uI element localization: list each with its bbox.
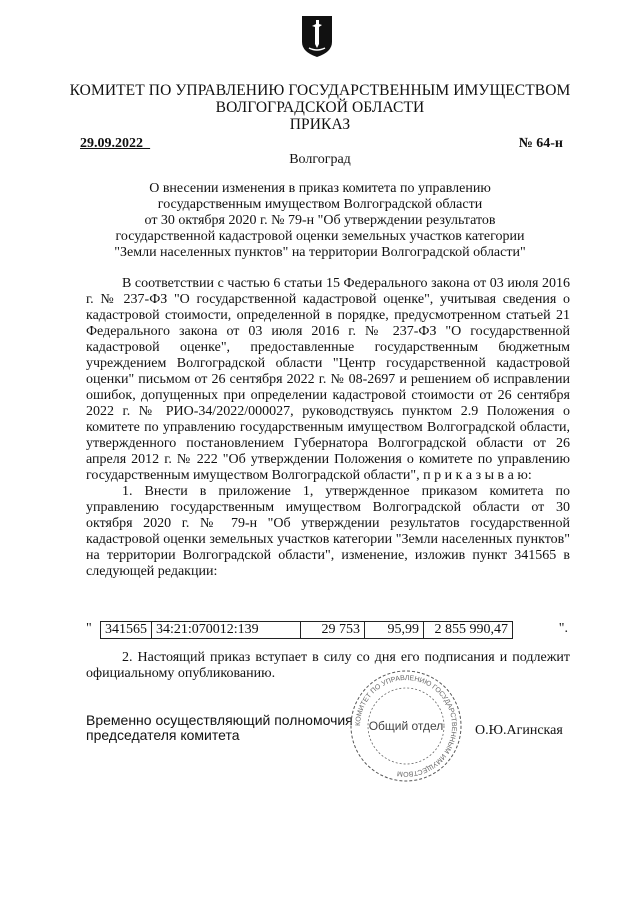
subject-line: "Земли населенных пунктов" на территории Волгоградской области" <box>114 245 526 260</box>
table-cell-cadastral-number: 34:21:070012:139 <box>152 622 301 639</box>
close-quote: ". <box>558 621 568 636</box>
item-1-paragraph: 1. Внести в приложение 1, утвержденное приказом комитета по управлению государственным имуществом Волгоградской области от 30 октября 2020 г. № 79-н "Об утверждении результатов государственной кадастровой оценки земельных участков категории "Земли населенных пунктов" на территории Волгоградской области", изменение, изложив пункт 341565 в следующей редакции: <box>86 484 570 579</box>
item-2-paragraph: 2. Настоящий приказ вступает в силу со дня его подписания и подлежит официальному опубликованию. <box>86 650 570 681</box>
table-cell-unit-value: 95,99 <box>365 622 424 639</box>
subject-line: государственной кадастровой оценки земельных участков категории <box>115 229 525 244</box>
table-cell-cadastral-value: 2 855 990,47 <box>424 622 513 639</box>
stamp-center-text: Общий отдел <box>368 719 444 733</box>
amendment-row <box>86 621 570 639</box>
committee-name-line2: ВОЛГОГРАДСКОЙ ОБЛАСТИ <box>215 99 425 116</box>
committee-name-line1: КОМИТЕТ ПО УПРАВЛЕНИЮ ГОСУДАРСТВЕННЫМ ИМУЩЕСТВОМ <box>69 82 571 99</box>
position-line: Временно осуществляющий полномочия <box>86 712 353 728</box>
item-2-block <box>86 650 570 682</box>
order-city: Волгоград <box>289 152 351 167</box>
table-row <box>101 622 513 639</box>
subject-line: О внесении изменения в приказ комитета по управлению <box>149 181 491 196</box>
official-stamp <box>348 668 464 784</box>
document-type: ПРИКАЗ <box>289 116 351 133</box>
order-number: № 64-н <box>518 136 563 151</box>
coat-of-arms-emblem <box>300 14 334 58</box>
signatory-name: О.Ю.Агинская <box>475 723 563 738</box>
position-line: председателя комитета <box>86 727 240 743</box>
order-body <box>86 276 570 580</box>
table-cell-item-number: 341565 <box>101 622 152 639</box>
preamble-paragraph: В соответствии с частью 6 статьи 15 Федерального закона от 03 июля 2016 г. № 237-ФЗ "О государственной кадастровой оценке", учитывая сведения о кадастровой стоимости, определенной в порядке, предусмотренном статьей 21 Федерального закона от 03 июля 2016 г. № 237-ФЗ "О государственной кадастровой оценке", предоставленные государственным бюджетным учреждением Волгоградской области "Центр государственной кадастровой оценки" письмом от 26 сентября 2022 г. № 08-2697 и решением об исправлении ошибок, допущенных при определении кадастровой стоимости от 26 сентября 2022 г. № РИО-34/2022/000027, руководствуясь пунктом 2.9 Положения о комитете по управлению государственным имуществом Волгоградской области, утвержденного постановлением Губернатора Волгоградской области от 26 апреля 2012 г. № 222 "Об утверждении Положения о комитете по управлению государственным имуществом Волгоградской области", п р и к а з ы в а ю: <box>86 276 570 483</box>
signatory-position <box>86 713 353 743</box>
order-date: 29.09.2022_ <box>80 136 150 151</box>
stamp-ring-text: КОМИТЕТ ПО УПРАВЛЕНИЮ ГОСУДАРСТВЕННЫМ ИМУЩЕСТВОМ <box>354 674 458 778</box>
open-quote: " <box>86 621 92 636</box>
subject-line: от 30 октября 2020 г. № 79-н "Об утверждении результатов <box>144 213 496 228</box>
order-subject <box>90 181 550 261</box>
subject-line: государственным имуществом Волгоградской области <box>157 197 483 212</box>
amendment-table <box>100 621 513 639</box>
table-cell-area: 29 753 <box>301 622 365 639</box>
